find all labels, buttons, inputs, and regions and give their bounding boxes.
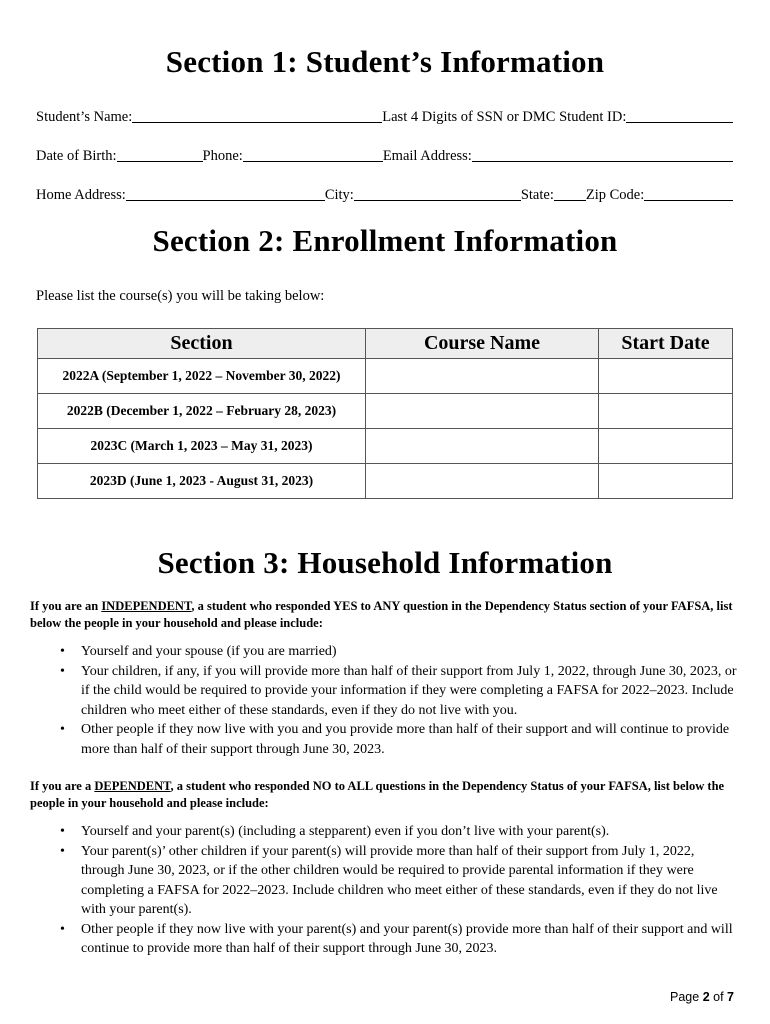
table-row	[38, 429, 733, 464]
list-item: • Other people if they now live with your parent(s) and your parent(s) provide more than half of their support and will continue to provide more than half of their support through June 30, 2023.	[56, 920, 741, 959]
independent-list	[56, 642, 741, 759]
section-cell: 2023C (March 1, 2023 – May 31, 2023)	[38, 429, 366, 464]
section-cell: 2023D (June 1, 2023 - August 31, 2023)	[38, 464, 366, 499]
student-info-row-1	[36, 106, 733, 126]
email-field[interactable]	[472, 147, 733, 162]
zip-label: Zip Code:	[585, 187, 645, 203]
section-cell: 2022B (December 1, 2022 – February 28, 2023)	[38, 394, 366, 429]
course-name-cell[interactable]	[366, 429, 599, 464]
home-address-label: Home Address:	[36, 187, 126, 203]
email-label: Email Address:	[382, 148, 472, 164]
state-field[interactable]	[554, 186, 586, 201]
dependent-intro: If you are a DEPENDENT, a student who responded NO to ALL questions in the Dependency Status of your FAFSA, list below the people in your household and please include:	[30, 779, 725, 810]
dob-label: Date of Birth:	[36, 148, 117, 164]
header-course-name: Course Name	[366, 329, 599, 359]
dependent-keyword: DEPENDENT	[94, 779, 171, 793]
header-section: Section	[38, 329, 366, 359]
table-row	[38, 464, 733, 499]
ssn-field[interactable]	[626, 108, 733, 123]
course-name-cell[interactable]	[366, 464, 599, 499]
list-item: • Your parent(s)’ other children if your parent(s) will provide more than half of their support from July 1, 2022, through June 30, 2023, or if the other children would be required to provide parental information if they were completing a FAFSA for 2022–2023. Include children who meet either of these standards, even if they do not live with your parent(s).	[56, 842, 741, 920]
header-start-date: Start Date	[599, 329, 733, 359]
section3-title: Section 3: Household Information	[157, 545, 613, 580]
city-field[interactable]	[354, 186, 521, 201]
phone-field[interactable]	[243, 147, 383, 162]
course-name-cell[interactable]	[366, 359, 599, 394]
student-info-row-3	[36, 184, 733, 204]
student-info-row-2	[36, 145, 733, 165]
enrollment-instruction: Please list the course(s) you will be taking below:	[36, 288, 325, 304]
list-item: • Other people if they now live with you and you provide more than half of their support and will continue to provide more than half of their support through June 30, 2023.	[56, 720, 741, 759]
section1-title: Section 1: Student’s Information	[165, 44, 605, 79]
student-name-field[interactable]	[132, 108, 382, 123]
city-label: City:	[324, 187, 354, 203]
page-number: Page 2 of 7	[670, 990, 734, 1004]
dob-field[interactable]	[117, 147, 203, 162]
course-name-cell[interactable]	[366, 394, 599, 429]
table-row	[38, 359, 733, 394]
start-date-cell[interactable]	[599, 464, 733, 499]
zip-field[interactable]	[644, 186, 733, 201]
state-label: State:	[520, 187, 554, 203]
start-date-cell[interactable]	[599, 359, 733, 394]
enrollment-table	[37, 328, 733, 499]
start-date-cell[interactable]	[599, 429, 733, 464]
phone-label: Phone:	[202, 148, 243, 164]
list-item: • Yourself and your spouse (if you are married)	[56, 642, 741, 662]
ssn-label: Last 4 Digits of SSN or DMC Student ID:	[382, 109, 627, 125]
student-name-label: Student’s Name:	[36, 109, 133, 125]
table-header-row	[38, 329, 733, 359]
independent-intro: If you are an INDEPENDENT, a student who responded YES to ANY question in the Dependency Status section of your FAFSA, list below the people in your household and please include:	[30, 599, 733, 630]
table-row	[38, 394, 733, 429]
independent-keyword: INDEPENDENT	[101, 599, 192, 613]
section-cell: 2022A (September 1, 2022 – November 30, 2022)	[38, 359, 366, 394]
home-address-field[interactable]	[126, 186, 325, 201]
list-item: • Your children, if any, if you will provide more than half of their support from July 1, 2022, through June 30, 2023, or if the child would be required to provide your information if they were completing a FAFSA for 2022–2023. Include children who meet either of these standards, even if they do not live with you.	[56, 662, 741, 721]
list-item: • Yourself and your parent(s) (including a stepparent) even if you don’t live with your parent(s).	[56, 822, 741, 842]
dependent-list	[56, 822, 741, 959]
section2-title: Section 2: Enrollment Information	[152, 223, 618, 258]
start-date-cell[interactable]	[599, 394, 733, 429]
